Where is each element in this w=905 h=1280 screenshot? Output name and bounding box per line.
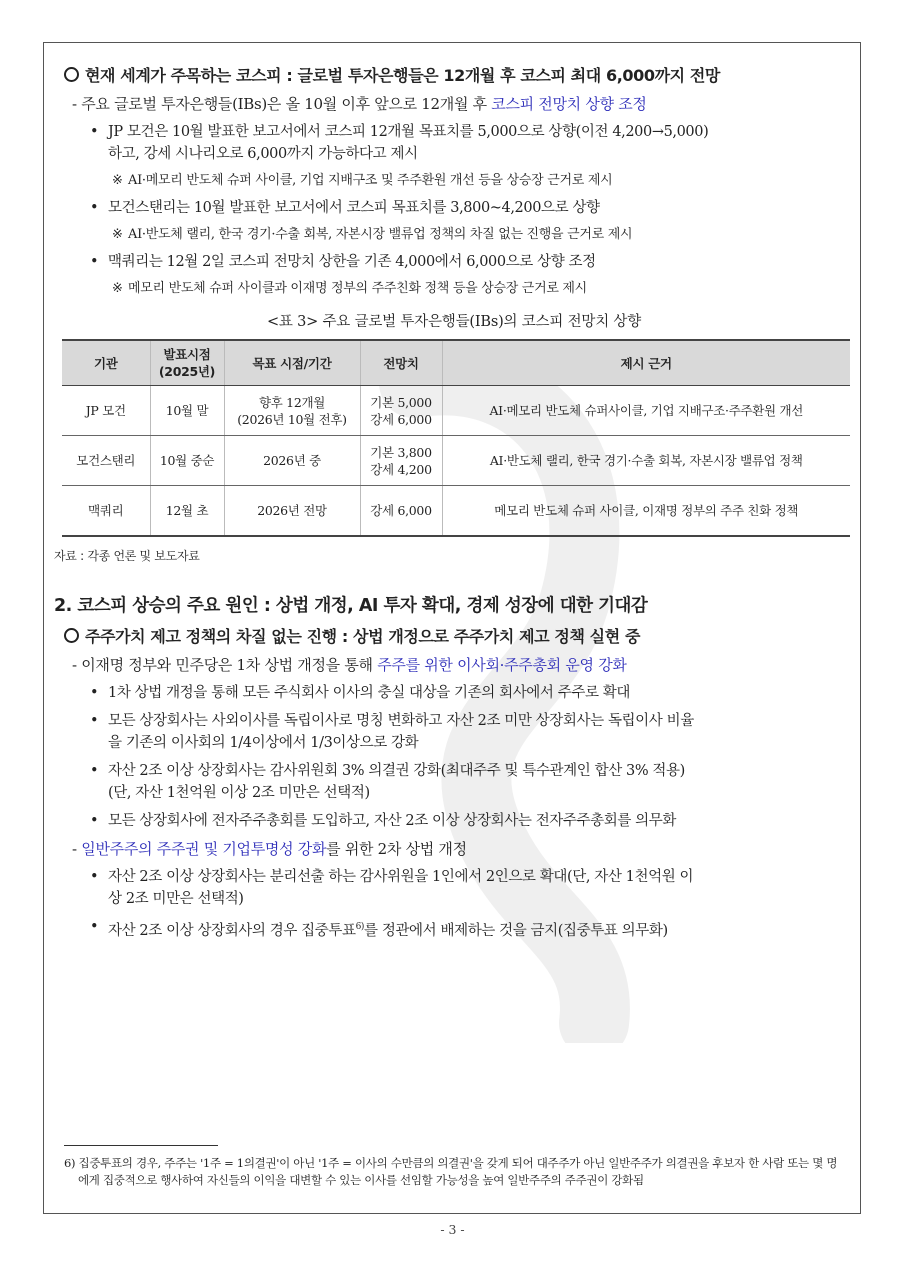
table-caption: <표 3> 주요 글로벌 투자은행들(IBs)의 코스피 전망치 상향 bbox=[266, 314, 642, 330]
circle-bullet-icon bbox=[64, 67, 79, 82]
table-cell: 기본 3,800 강세 4,200 bbox=[360, 436, 442, 486]
table-cell: AI·메모리 반도체 슈퍼사이클, 기업 지배구조·주주환원 개선 bbox=[442, 386, 850, 436]
table-cell: 강세 6,000 bbox=[360, 486, 442, 536]
table-cell: JP 모건 bbox=[62, 386, 150, 436]
table-source: 자료 : 각종 언론 및 보도자료 bbox=[54, 548, 200, 563]
table-header-cell: 목표 시점/기간 bbox=[224, 340, 360, 386]
table-cell: 맥쿼리 bbox=[62, 486, 150, 536]
note-item: ※ 메모리 반도체 슈퍼 사이클과 이재명 정부의 주주친화 정책 등을 상승장 근거로 제시 bbox=[112, 279, 844, 299]
bullet-item: • 1차 상법 개정을 통해 모든 주식회사 이사의 충실 대상을 기존의 회사에서 주주로 확대 bbox=[84, 682, 844, 704]
bullet-item: • 맥쿼리는 12월 2일 코스피 전망치 상한을 기존 4,000에서 6,000으로 상향 조정 bbox=[84, 251, 844, 273]
section2-dash-item: - 일반주주의 주주권 및 기업투명성 강화를 위한 2차 상법 개정 bbox=[72, 839, 467, 858]
forecast-table bbox=[62, 339, 850, 537]
table-cell: 2026년 중 bbox=[224, 436, 360, 486]
reference-mark-icon: ※ bbox=[112, 173, 123, 188]
section1-heading: 현재 세계가 주목하는 코스피 : 글로벌 투자은행들은 12개월 후 코스피 최대 6,000까지 전망 bbox=[64, 65, 844, 87]
reference-mark-icon: ※ bbox=[112, 227, 123, 242]
bullet-item: • 모든 상장회사는 사외이사를 독립이사로 명칭 변화하고 자산 2조 미만 상장회사는 독립이사 비율 을 기존의 이사회의 1/4이상에서 1/3이상으로 강화 bbox=[84, 710, 844, 754]
circle-bullet-icon bbox=[64, 628, 79, 643]
table-cell: 모건스탠리 bbox=[62, 436, 150, 486]
table-header-cell: 발표시점 (2025년) bbox=[150, 340, 224, 386]
highlight-text: 주주를 위한 이사회·주주총회 운영 강화 bbox=[377, 655, 627, 674]
table-cell: 10월 중순 bbox=[150, 436, 224, 486]
bullet-item: • 모건스탠리는 10월 발표한 보고서에서 코스피 목표치를 3,800~4,200으로 상향 bbox=[84, 197, 844, 219]
bullet-item: • 모든 상장회사에 전자주주총회를 도입하고, 자산 2조 이상 상장회사는 전자주주총회를 의무화 bbox=[84, 810, 844, 832]
table-row bbox=[62, 386, 850, 436]
table-cell: 2026년 전망 bbox=[224, 486, 360, 536]
table-row bbox=[62, 436, 850, 486]
table-row bbox=[62, 486, 850, 536]
page-number: - 3 - bbox=[440, 1222, 465, 1237]
table-header-cell: 전망치 bbox=[360, 340, 442, 386]
table-cell: 기본 5,000 강세 6,000 bbox=[360, 386, 442, 436]
table-cell: 12월 초 bbox=[150, 486, 224, 536]
note-item: ※ AI·반도체 랠리, 한국 경기·수출 회복, 자본시장 밸류업 정책의 차질 없는 진행을 근거로 제시 bbox=[112, 225, 844, 245]
footnote: 6) 집중투표의 경우, 주주는 '1주 = 1의결권'이 아닌 '1주 = 이사의 수만큼의 의결권'을 갖게 되어 대주주가 아닌 일반주주가 의결권을 후보자 한 사람 또는 몇 명에게 집중적으로 행사하여 자신들의 이익을 대변할 수 있는 이사를 선임할 가능성을 높여 일반주주의 주주권이 강화됨 bbox=[64, 1156, 838, 1187]
table-cell: 10월 말 bbox=[150, 386, 224, 436]
page-frame bbox=[43, 42, 861, 1214]
section2-subheading: 주주가치 제고 정책의 차질 없는 진행 : 상법 개정으로 주주가치 제고 정책 실현 중 bbox=[64, 626, 844, 648]
bullet-item: • 자산 2조 이상 상장회사는 감사위원회 3% 의결권 강화(최대주주 및 특수관계인 합산 3% 적용) (단, 자산 1천억원 이상 2조 미만은 선택적) bbox=[84, 760, 844, 804]
table-cell: 향후 12개월 (2026년 10월 전후) bbox=[224, 386, 360, 436]
table-header-row bbox=[62, 340, 850, 386]
table-header-cell: 기관 bbox=[62, 340, 150, 386]
reference-mark-icon: ※ bbox=[112, 281, 123, 296]
table-cell: 메모리 반도체 슈퍼 사이클, 이재명 정부의 주주 친화 정책 bbox=[442, 486, 850, 536]
section2-dash-item: - 이재명 정부와 민주당은 1차 상법 개정을 통해 주주를 위한 이사회·주주총회 운영 강화 bbox=[72, 655, 627, 674]
document-body bbox=[54, 65, 844, 947]
highlight-text: 코스피 전망치 상향 조정 bbox=[491, 95, 647, 113]
bullet-item: • JP 모건은 10월 발표한 보고서에서 코스피 12개월 목표치를 5,000으로 상향(이전 4,200→5,000) 하고, 강세 시나리오로 6,000까지 가능하다고 제시 bbox=[84, 121, 844, 165]
footnote-divider bbox=[64, 1145, 218, 1146]
bullet-item: • 자산 2조 이상 상장회사는 분리선출 하는 감사위원을 1인에서 2인으로 확대(단, 자산 1천억원 이 상 2조 미만은 선택적) bbox=[84, 866, 844, 910]
table-cell: AI·반도체 랠리, 한국 경기·수출 회복, 자본시장 밸류업 정책 bbox=[442, 436, 850, 486]
highlight-text: 일반주주의 주주권 및 기업투명성 강화 bbox=[81, 839, 327, 858]
section2-heading: 2. 코스피 상승의 주요 원인 : 상법 개정, AI 투자 확대, 경제 성장에 대한 기대감 bbox=[54, 595, 648, 616]
table-header-cell: 제시 근거 bbox=[442, 340, 850, 386]
footnote-ref[interactable]: 6) bbox=[355, 921, 365, 932]
bullet-item: • 자산 2조 이상 상장회사의 경우 집중투표$^{6)}$를 정관에서 배제하는 것을 금지(집중투표 의무화) bbox=[84, 916, 844, 942]
note-item: ※ AI·메모리 반도체 슈퍼 사이클, 기업 지배구조 및 주주환원 개선 등을 상승장 근거로 제시 bbox=[112, 171, 844, 191]
section1-dash-item: - 주요 글로벌 투자은행들(IBs)은 올 10월 이후 앞으로 12개월 후 코스피 전망치 상향 조정 bbox=[72, 95, 647, 113]
